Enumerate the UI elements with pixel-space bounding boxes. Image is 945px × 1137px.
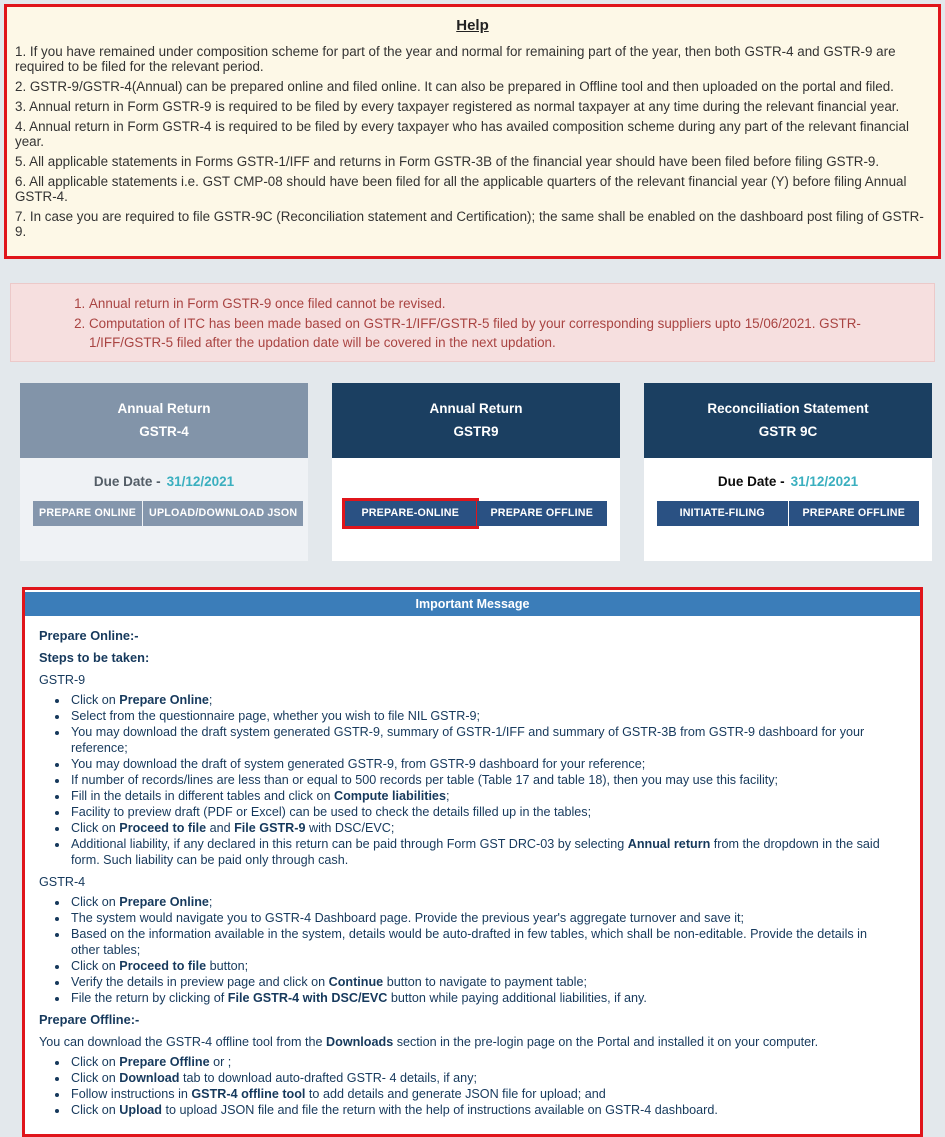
card-gstr4-subtitle: GSTR-4 bbox=[139, 423, 189, 439]
card-gstr9c-due-date bbox=[644, 474, 932, 489]
card-gstr9c-subtitle: GSTR 9C bbox=[758, 423, 818, 439]
prepare-offline-step-item: • Click on Upload to upload JSON file and file the return with the help of instructions available on GSTR-4 dashboard. bbox=[69, 1102, 896, 1118]
notice-item: 1. Annual return in Form GSTR-9 once filed cannot be revised. bbox=[89, 294, 916, 314]
card-gstr9-header bbox=[332, 383, 620, 458]
upload-download-json-button[interactable]: UPLOAD/DOWNLOAD JSON bbox=[143, 501, 303, 526]
help-panel bbox=[4, 4, 941, 259]
important-message-panel bbox=[22, 587, 923, 1137]
notice-list bbox=[11, 294, 916, 353]
card-gstr9c-title: Reconciliation Statement bbox=[707, 400, 869, 416]
gstr9-step-item: • You may download the draft system generated GSTR-9, summary of GSTR-1/IFF and summary of GSTR-3B from GSTR-9 dashboard for your reference; bbox=[69, 724, 896, 756]
due-date-value: 31/12/2021 bbox=[790, 473, 859, 489]
help-item: 7. In case you are required to file GSTR-9C (Reconciliation statement and Certification); the same shall be enabled on the dashboard post filing of GSTR-9. bbox=[15, 209, 924, 239]
gstr4-steps-list bbox=[39, 894, 896, 1006]
gstr9-step-item: • Click on Proceed to file and File GSTR-9 with DSC/EVC; bbox=[69, 820, 896, 836]
card-gstr9-subtitle: GSTR9 bbox=[453, 423, 499, 439]
gstr9-step-item: • Additional liability, if any declared in this return can be paid through Form GST DRC-03 by selecting Annual return from the dropdown in the said form. Such liability can be paid only through cash. bbox=[69, 836, 896, 868]
card-gstr9-body bbox=[332, 458, 620, 561]
prepare-offline-steps-list bbox=[39, 1054, 896, 1118]
gstr4-section-label: GSTR-4 bbox=[39, 874, 86, 889]
gstr9-step-item: • If number of records/lines are less than or equal to 500 records per table (Table 17 and table 18), then you may use this facility; bbox=[69, 772, 896, 788]
prepare-offline-heading: Prepare Offline:- bbox=[39, 1011, 140, 1027]
help-item: 4. Annual return in Form GSTR-4 is required to be filed by every taxpayer who has availed composition scheme during any part of the relevant financial year. bbox=[15, 119, 909, 149]
card-gstr9c-body bbox=[644, 458, 932, 561]
prepare-offline-gstr9c-button[interactable]: PREPARE OFFLINE bbox=[789, 501, 920, 526]
gstr9-step-item: • You may download the draft of system generated GSTR-9, from GSTR-9 dashboard for your reference; bbox=[69, 756, 896, 772]
gstr4-step-item: • Verify the details in preview page and click on Continue button to navigate to payment table; bbox=[69, 974, 896, 990]
card-gstr4-header bbox=[20, 383, 308, 458]
gstr9-step-item: • Click on Prepare Online; bbox=[69, 692, 896, 708]
gstr9-steps-list bbox=[39, 692, 896, 868]
gstr9-section-label: GSTR-9 bbox=[39, 672, 86, 687]
help-item: 3. Annual return in Form GSTR-9 is required to be filed by every taxpayer registered as normal taxpayer at any time during the relevant financial year. bbox=[15, 99, 900, 114]
help-items bbox=[15, 44, 930, 239]
help-item: 2. GSTR-9/GSTR-4(Annual) can be prepared online and filed online. It can also be prepared in Offline tool and then uploaded on the portal and filed. bbox=[15, 79, 894, 94]
return-cards-row bbox=[20, 383, 932, 561]
due-date-value: 31/12/2021 bbox=[166, 473, 235, 489]
steps-heading: Steps to be taken: bbox=[39, 649, 150, 665]
important-message-header: Important Message bbox=[25, 592, 920, 616]
initiate-filing-button[interactable]: INITIATE-FILING bbox=[657, 501, 788, 526]
card-gstr4-due-date bbox=[20, 474, 308, 489]
prepare-online-gstr4-button[interactable]: PREPARE ONLINE bbox=[33, 501, 142, 526]
notice-item: 2. Computation of ITC has been made based on GSTR-1/IFF/GSTR-5 filed by your corresponding suppliers upto 15/06/2021. GSTR-1/IFF/GSTR-5 filed after the updation date will be covered in the next updation. bbox=[89, 314, 916, 353]
prepare-offline-step-item: • Click on Prepare Offline or ; bbox=[69, 1054, 896, 1070]
card-gstr9c-reconciliation bbox=[644, 383, 932, 561]
gstr4-step-item: • The system would navigate you to GSTR-4 Dashboard page. Provide the previous year's aggregate turnover and save it; bbox=[69, 910, 896, 926]
card-gstr4-title: Annual Return bbox=[117, 400, 211, 416]
card-gstr4-buttons bbox=[33, 501, 298, 526]
prepare-offline-intro: You can download the GSTR-4 offline tool from the Downloads section in the pre-login page on the Portal and installed it on your computer. bbox=[39, 1034, 819, 1049]
card-gstr9c-header bbox=[644, 383, 932, 458]
help-item: 1. If you have remained under composition scheme for part of the year and normal for remaining part of the year, then both GSTR-4 and GSTR-9 are required to be filed for the relevant period. bbox=[15, 44, 896, 74]
notice-panel bbox=[10, 283, 935, 362]
gstr4-step-item: • Click on Prepare Online; bbox=[69, 894, 896, 910]
prepare-offline-step-item: • Follow instructions in GSTR-4 offline tool to add details and generate JSON file for upload; and bbox=[69, 1086, 896, 1102]
card-gstr4-annual-return bbox=[20, 383, 308, 561]
gstr4-step-item: • Click on Proceed to file button; bbox=[69, 958, 896, 974]
prepare-online-heading: Prepare Online:- bbox=[39, 627, 139, 643]
card-gstr9-annual-return bbox=[332, 383, 620, 561]
card-gstr9-title: Annual Return bbox=[429, 400, 523, 416]
help-title: Help bbox=[456, 17, 489, 34]
gstr9-step-item: • Facility to preview draft (PDF or Excel) can be used to check the details filled up in the tables; bbox=[69, 804, 896, 820]
gstr4-step-item: • File the return by clicking of File GSTR-4 with DSC/EVC button while paying additional liabilities, if any. bbox=[69, 990, 896, 1006]
due-date-label: Due Date - bbox=[93, 473, 161, 489]
important-message-body bbox=[25, 616, 920, 1134]
card-gstr9c-buttons bbox=[657, 501, 919, 526]
prepare-online-gstr9-button[interactable]: PREPARE-ONLINE bbox=[345, 501, 476, 526]
prepare-offline-gstr9-button[interactable]: PREPARE OFFLINE bbox=[477, 501, 608, 526]
gstr9-step-item: • Select from the questionnaire page, whether you wish to file NIL GSTR-9; bbox=[69, 708, 896, 724]
card-gstr4-body bbox=[20, 458, 308, 561]
gstr9-step-item: • Fill in the details in different tables and click on Compute liabilities; bbox=[69, 788, 896, 804]
gstr4-step-item: • Based on the information available in the system, details would be auto-drafted in few tables, which shall be non-editable. Provide the details in other tables; bbox=[69, 926, 896, 958]
prepare-offline-step-item: • Click on Download tab to download auto-drafted GSTR- 4 details, if any; bbox=[69, 1070, 896, 1086]
due-date-label: Due Date - bbox=[717, 473, 785, 489]
help-item: 6. All applicable statements i.e. GST CMP-08 should have been filed for all the applicable quarters of the relevant financial year (Y) before filing Annual GSTR-4. bbox=[15, 174, 907, 204]
card-gstr9-buttons bbox=[345, 501, 607, 526]
help-item: 5. All applicable statements in Forms GSTR-1/IFF and returns in Form GSTR-3B of the financial year should have been filed before filing GSTR-9. bbox=[15, 154, 880, 169]
